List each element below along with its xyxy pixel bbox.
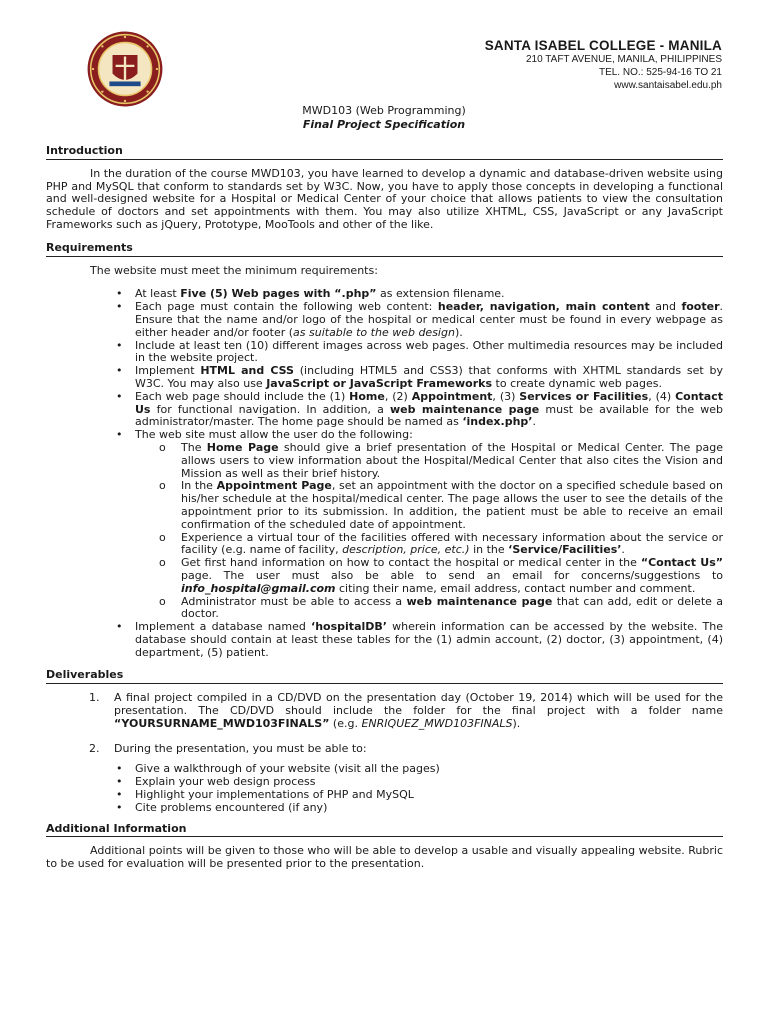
- presentation-list: [46, 763, 723, 814]
- document-titles: [0, 104, 768, 132]
- college-seal-icon: [86, 30, 164, 108]
- list-item: • Include at least ten (10) different images across web pages. Other multimedia resources may be included in the website project.: [46, 340, 723, 366]
- college-website[interactable]: www.santaisabel.edu.ph: [614, 80, 722, 91]
- list-item: • Highlight your implementations of PHP and MySQL: [46, 789, 723, 802]
- list-item: • Implement a database named ‘hospitalDB’ wherein information can be accessed by the website. The database should contain at least these tables for the (1) admin account, (2) doctor, (3) appointment, (4) department, (5) patient.: [46, 621, 723, 659]
- deliverable-item: 1. A final project compiled in a CD/DVD on the presentation day (October 19, 2014) which will be used for the presentation. The CD/DVD should include the folder for the final project with a folder name “YOURSURNAME_MWD103FINALS” (e.g. ENRIQUEZ_MWD103FINALS).: [89, 691, 723, 730]
- sub-list-item: o The Home Page should give a brief presentation of the Hospital or Medical Center. The page allows users to view information about the Hospital/Medical Center that also cites the Vision and Mission as well as their brief history.: [46, 442, 723, 480]
- introduction-paragraph: In the duration of the course MWD103, you have learned to develop a dynamic and database-driven website using PHP and MySQL that conform to standards set by W3C. Now, you have to apply those concepts in developing a functional and well-designed website for a Hospital or Medical Center of your choice that allows patients to view the consultation schedule of doctors and set appointments with them. You may also utilize XHTML, CSS, JavaScript or any JavaScript Frameworks such as jQuery, Prototype, MooTools and other of the like.: [46, 166, 723, 231]
- sub-list-item: o In the Appointment Page, set an appointment with the doctor on a specified schedule based on his/her schedule at the hospital/medical center. The page allows the user to see the details of the appointment prior to its submission. In addition, the patient must be able to receive an email confirmation of the scheduled date of appointment.: [46, 480, 723, 531]
- list-item: • Implement HTML and CSS (including HTML5 and CSS3) that conforms with XHTML standards set by W3C. You may also use JavaScript or JavaScript Frameworks to create dynamic web pages.: [46, 365, 723, 391]
- deliverables-heading: Deliverables: [46, 669, 723, 684]
- sub-list-item: o Administrator must be able to access a web maintenance page that can add, edit or delete a doctor.: [46, 596, 723, 622]
- introduction-heading: Introduction: [46, 145, 723, 160]
- sub-list-item: o Get first hand information on how to contact the hospital or medical center in the “Contact Us” page. The user must also be able to send an email for concerns/suggestions to info_hospital@gmail.com citing their name, email address, contact number and comment.: [46, 557, 723, 595]
- college-telephone: TEL. NO.: 525-94-16 TO 21: [598, 67, 722, 78]
- list-item: • The web site must allow the user do the following: o The Home Page should give a brief presentation of the Hospital or Medical Center. The page allows users to view information about the Hospital/Medical Center that also cites the Vision and Mission as well as their brief history. o In the Appointment Page, set an appointment with the doctor on a specified schedule based on his/her schedule at the hospital/medical center. The page allows the user to see the details of the appointment prior to its submission. In addition, the patient must be able to receive an email confirmation of the scheduled date of appointment. o Experience a virtual tour of the facilities offered with necessary information about the service or facility (e.g. name of facility, description, price, etc.) in the ‘Service/Facilities’. o Get first hand information on how to contact the hospital or medical center in the “Contact Us” page. The user must also be able to send an email for concerns/suggestions to info_hospital@gmail.com citing their name, email address, contact number and comment. o Administrator must be able to access a web maintenance page that can add, edit or delete a doctor.: [46, 429, 723, 621]
- list-item: • Explain your web design process: [46, 776, 723, 789]
- requirements-list: [46, 288, 723, 659]
- list-item: • At least Five (5) Web pages with “.php” as extension filename.: [46, 288, 723, 301]
- list-item: • Each web page should include the (1) Home, (2) Appointment, (3) Services or Facilities, (4) Contact Us for functional navigation. In addition, a web maintenance page must be available for the web administrator/master. The home page should be named as ‘index.php’.: [46, 391, 723, 429]
- deliverable-item: 2. During the presentation, you must be able to:: [89, 741, 367, 755]
- course-title: MWD103 (Web Programming): [302, 104, 466, 117]
- contact-email-link[interactable]: info_hospital@gmail.com: [181, 581, 336, 595]
- list-item: • Give a walkthrough of your website (visit all the pages): [46, 763, 723, 776]
- list-item: • Each page must contain the following web content: header, navigation, main content and footer. Ensure that the name and/or logo of the hospital or medical center must be found in every webpage as either header and/or footer (as suitable to the web design).: [46, 301, 723, 339]
- user-functions-list: [135, 442, 723, 621]
- document-body: [46, 145, 723, 871]
- list-item: • Cite problems encountered (if any): [46, 802, 723, 815]
- document-title: Final Project Specification: [302, 118, 466, 131]
- college-address: 210 TAFT AVENUE, MANILA, PHILIPPINES: [526, 54, 722, 65]
- requirements-lead: The website must meet the minimum requirements:: [90, 263, 378, 277]
- college-name: SANTA ISABEL COLLEGE - MANILA: [484, 38, 722, 53]
- additional-info-heading: Additional Information: [46, 823, 723, 838]
- additional-info-paragraph: Additional points will be given to those who will be able to develop a usable and visually appealing website. Rubric to be used for evaluation will be presented prior to the presentation.: [46, 844, 723, 871]
- requirements-heading: Requirements: [46, 242, 723, 257]
- college-header: [485, 38, 722, 92]
- sub-list-item: o Experience a virtual tour of the facilities offered with necessary information about the service or facility (e.g. name of facility, description, price, etc.) in the ‘Service/Facilities’.: [46, 532, 723, 558]
- deliverables-list: [46, 692, 723, 755]
